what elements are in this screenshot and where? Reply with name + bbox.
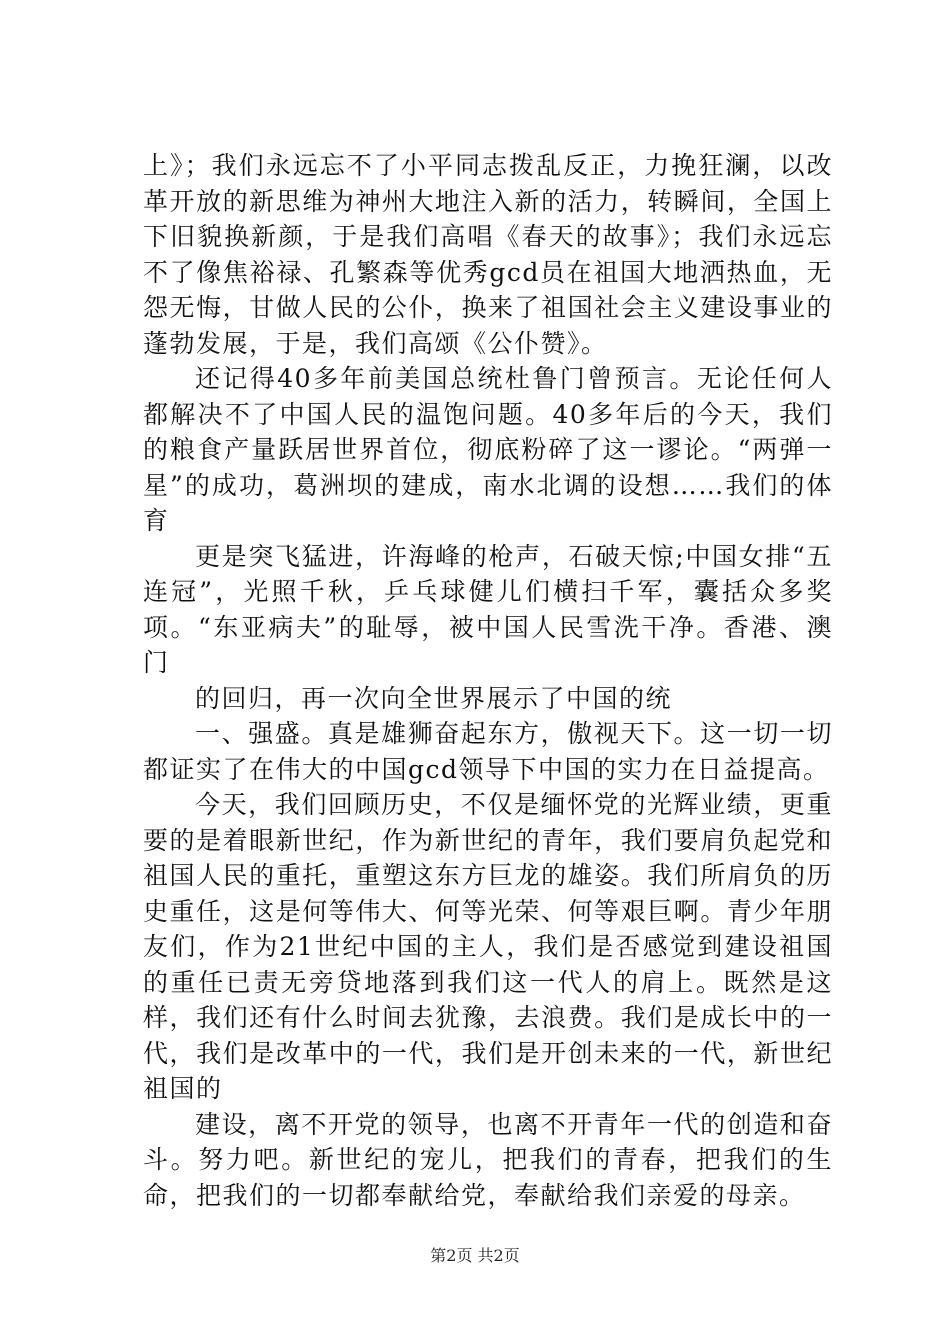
paragraph-2: 还记得40多年前美国总统杜鲁门曾预言。无论任何人都解决不了中国人民的温饱问题。40多年后的今天，我们的粮食产量跃居世界首位，彻底粉碎了这一谬论。“两弹一星”的成功，葛洲坝的建成，南水北调的设想……我们的体育: [143, 364, 833, 535]
document-body: [143, 148, 833, 1213]
paragraph-3: 更是突飞猛进，许海峰的枪声，石破天惊;中国女排“五连冠”，光照千秋，乒乓球健儿们横扫千军，囊括众多奖项。“东亚病夫”的耻辱，被中国人民雪洗干净。香港、澳门: [143, 541, 833, 677]
paragraph-4: 的回归，再一次向全世界展示了中国的统: [195, 683, 673, 713]
paragraph-6: 今天，我们回顾历史，不仅是缅怀党的光辉业绩，更重要的是着眼新世纪，作为新世纪的青年，我们要肩负起党和祖国人民的重托，重塑这东方巨龙的雄姿。我们所肩负的历史重任，这是何等伟大、何等光荣、何等艰巨啊。青少年朋友们，作为21世纪中国的主人，我们是否感觉到建设祖国的重任已责无旁贷地落到我们这一代人的肩上。既然是这样，我们还有什么时间去犹豫，去浪费。我们是成长中的一代，我们是改革中的一代，我们是开创未来的一代，新世纪祖国的: [143, 790, 833, 1103]
paragraph-5: 一、强盛。真是雄狮奋起东方，傲视天下。这一切一切都证实了在伟大的中国gcd领导下中国的实力在日益提高。: [143, 719, 833, 784]
paragraph-7: 建设，离不开党的领导，也离不开青年一代的创造和奋斗。努力吧。新世纪的宠儿，把我们的青春，把我们的生命，把我们的一切都奉献给党，奉献给我们亲爱的母亲。: [143, 1109, 833, 1210]
paragraph-1: 上》；我们永远忘不了小平同志拨乱反正，力挽狂澜，以改革开放的新思维为神州大地注入新的活力，转瞬间，全国上下旧貌换新颜，于是我们高唱《春天的故事》；我们永远忘不了像焦裕禄、孔繁森等优秀gcd员在祖国大地洒热血，无怨无悔，甘做人民的公仆，换来了祖国社会主义建设事业的蓬勃发展，于是，我们高颂《公仆赞》。: [143, 151, 833, 358]
page-number-footer: 第2页 共2页: [430, 1246, 520, 1265]
